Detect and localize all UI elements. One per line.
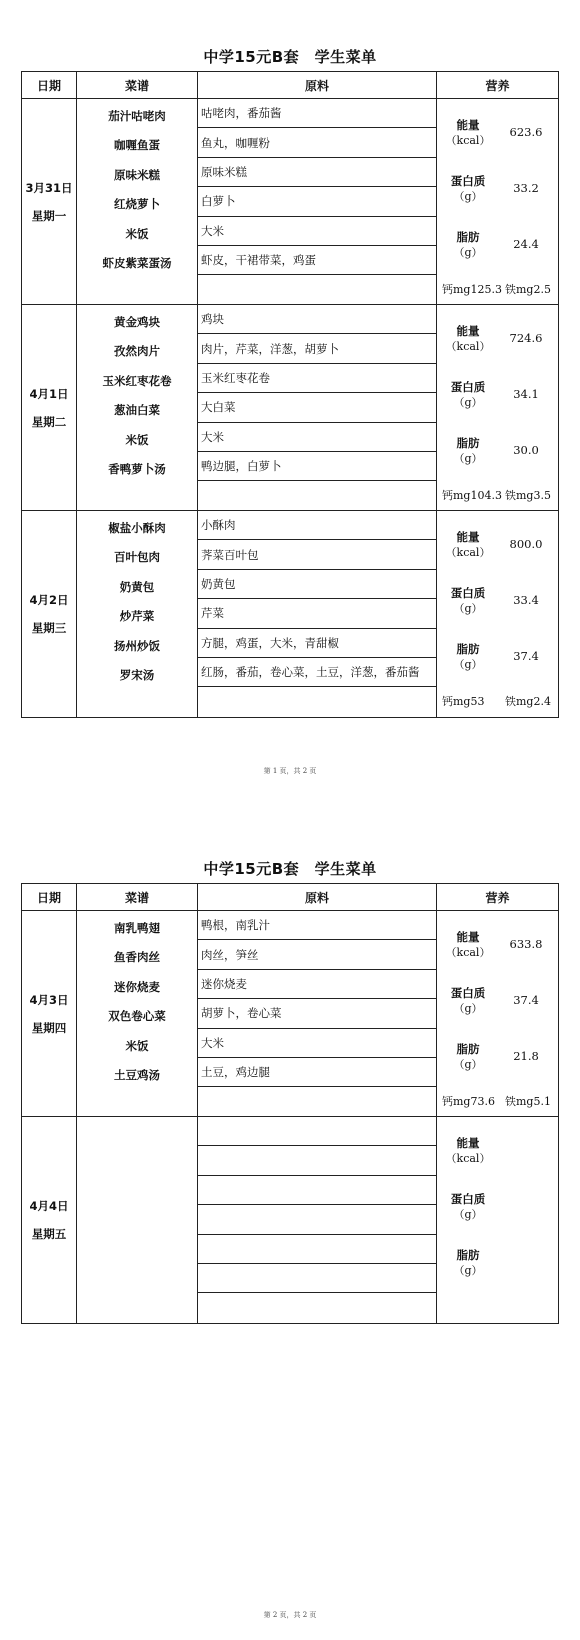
dish-list [77,1117,198,1323]
energy-label: 能量 [456,530,480,544]
dish-name: 土豆鸡汤 [114,1068,160,1083]
ingredient-cell [198,1117,436,1146]
fat-unit: （g） [453,1264,483,1277]
protein-label: 蛋白质 [450,1192,486,1206]
dish-name: 米饭 [125,432,149,447]
weekday-text: 星期一 [31,208,67,223]
protein-value: 34.1 [513,387,539,401]
nutrition-cell [437,911,558,1116]
dish-name [77,1119,197,1149]
dish-name: 炒芹菜 [119,609,155,624]
nutrition-cell [437,99,558,304]
table-header [22,884,558,911]
header-menu: 菜谱 [77,884,198,910]
fat-block [437,1041,558,1081]
energy-block [437,929,558,969]
ingredient-cell: 咕咾肉，番茄酱 [198,99,436,128]
ingredient-list [198,911,437,1116]
menu-title: 中学15元B套 学生菜单 [203,860,377,878]
header-ingredients: 原料 [198,884,437,910]
menu-title: 中学15元B套 学生菜单 [203,48,377,66]
dish-name: 咖喱鱼蛋 [114,138,160,153]
date-text: 4月4日 [29,1199,69,1213]
fat-unit: （g） [453,246,483,259]
ingredient-cell [198,481,436,510]
ingredient-cell: 鸭根，南乳汁 [198,911,436,940]
date-cell [22,511,77,717]
day-row [22,99,558,305]
protein-label: 蛋白质 [450,174,486,188]
energy-block [437,323,558,363]
fat-block [437,229,558,269]
fat-label: 脂肪 [456,1248,480,1262]
ingredient-cell: 白萝卜 [198,187,436,216]
minerals-row [437,487,558,507]
energy-value: 633.8 [509,937,543,951]
dish-name: 红烧萝卜 [114,197,160,212]
dish-name: 玉米红枣花卷 [102,373,172,388]
nutrition-cell [437,1117,558,1323]
energy-label: 能量 [456,930,480,944]
header-date: 日期 [22,72,77,98]
date-cell [22,99,77,304]
energy-label: 能量 [456,118,480,132]
header-nutrition: 营养 [485,78,510,93]
protein-block [437,379,558,419]
dish-name: 虾皮紫菜蛋汤 [102,256,172,271]
protein-unit: （g） [453,1208,483,1221]
fat-label: 脂肪 [456,436,480,450]
dish-name: 葱油白菜 [114,403,160,418]
protein-label: 蛋白质 [450,380,486,394]
calcium-value: 钙mg53 [442,695,485,708]
dish-name: 米饭 [125,1038,149,1053]
protein-block [437,585,558,625]
minerals-row [437,1093,558,1113]
energy-unit: （kcal） [445,946,491,959]
fat-unit: （g） [453,1058,483,1071]
dish-name [77,1149,197,1179]
date-cell [22,1117,77,1323]
table-header [22,72,558,99]
menu-table [21,71,559,718]
nutrition-cell [437,511,558,717]
page-2 [0,820,580,1640]
energy-unit: （kcal） [445,1152,491,1165]
energy-unit: （kcal） [445,546,491,559]
ingredient-cell: 原味米糕 [198,158,436,187]
protein-unit: （g） [453,396,483,409]
ingredient-cell: 虾皮，干裙带菜，鸡蛋 [198,246,436,275]
header-ingredients: 原料 [198,72,437,98]
protein-block [437,985,558,1025]
day-row [22,305,558,511]
nutrition-cell [437,305,558,510]
iron-value: 铁mg5.1 [505,1095,551,1108]
menu-table [21,883,559,1324]
ingredient-list [198,99,437,304]
dish-name: 双色卷心菜 [108,1009,166,1024]
energy-block [437,1135,558,1175]
fat-block [437,435,558,475]
energy-block [437,529,558,569]
dish-name [77,1237,197,1267]
minerals-row [437,281,558,301]
dish-list [77,511,198,717]
calcium-value: 钙mg125.3 [442,283,502,296]
minerals-row [437,1299,558,1319]
dish-list [77,99,198,304]
protein-unit: （g） [453,602,483,615]
ingredient-cell: 玉米红枣花卷 [198,364,436,393]
date-cell [22,911,77,1116]
protein-label: 蛋白质 [450,986,486,1000]
ingredient-list [198,305,437,510]
protein-unit: （g） [453,1002,483,1015]
fat-label: 脂肪 [456,1042,480,1056]
protein-block [437,1191,558,1231]
ingredient-cell: 鱼丸，咖喱粉 [198,128,436,157]
energy-unit: （kcal） [445,340,491,353]
ingredient-cell: 奶黄包 [198,570,436,599]
dish-list [77,305,198,510]
iron-value: 铁mg3.5 [505,489,551,502]
energy-label: 能量 [456,324,480,338]
energy-label: 能量 [456,1136,480,1150]
day-row [22,1117,558,1323]
ingredient-list [198,511,437,717]
weekday-text: 星期五 [31,1227,67,1241]
date-text: 4月1日 [29,386,69,401]
energy-value: 724.6 [509,331,543,345]
date-text: 4月3日 [29,992,69,1007]
ingredient-cell: 大米 [198,423,436,452]
ingredient-cell: 方腿，鸡蛋，大米，青甜椒 [198,629,436,658]
dish-name: 香鸭萝卜汤 [108,462,166,477]
dish-name: 米饭 [125,226,149,241]
fat-unit: （g） [453,658,483,671]
dish-name: 扬州炒饭 [114,638,160,653]
energy-value: 800.0 [509,537,543,551]
fat-value: 24.4 [513,237,539,251]
dish-name: 茄汁咕咾肉 [108,108,166,123]
date-text: 3月31日 [25,180,73,195]
ingredient-cell: 迷你烧麦 [198,970,436,999]
protein-value: 37.4 [513,993,539,1007]
ingredient-cell: 大米 [198,217,436,246]
ingredient-cell: 鸭边腿，白萝卜 [198,452,436,481]
ingredient-cell: 肉片，芹菜，洋葱，胡萝卜 [198,334,436,363]
calcium-value: 钙mg104.3 [442,489,502,502]
ingredient-cell: 芹菜 [198,599,436,628]
day-row [22,511,558,717]
date-cell [22,305,77,510]
dish-name [77,1208,197,1238]
header-nutrition: 营养 [485,890,510,905]
ingredient-cell [198,1146,436,1175]
ingredient-cell: 荠菜百叶包 [198,540,436,569]
dish-name: 原味米糕 [114,167,160,182]
protein-value: 33.2 [513,181,539,195]
energy-value: 623.6 [509,125,543,139]
ingredient-cell [198,1176,436,1205]
energy-block [437,117,558,157]
fat-unit: （g） [453,452,483,465]
dish-name: 罗宋汤 [119,668,155,683]
iron-value: 铁mg2.4 [505,695,551,708]
dish-name: 奶黄包 [119,579,155,594]
energy-unit: （kcal） [445,134,491,147]
page-footer: 第 1 页，共 2 页 [263,767,317,775]
iron-value: 铁mg2.5 [505,283,551,296]
fat-label: 脂肪 [456,642,480,656]
ingredient-cell: 肉丝，笋丝 [198,940,436,969]
ingredient-cell [198,1235,436,1264]
fat-value: 30.0 [513,443,539,457]
ingredient-cell: 红肠，番茄，卷心菜，土豆，洋葱，番茄酱 [198,658,436,687]
fat-block [437,1247,558,1287]
dish-name: 鱼香肉丝 [114,950,160,965]
protein-value: 33.4 [513,593,539,607]
protein-label: 蛋白质 [450,586,486,600]
dish-list [77,911,198,1116]
fat-label: 脂肪 [456,230,480,244]
weekday-text: 星期四 [31,1020,67,1035]
dish-name: 黄金鸡块 [114,314,160,329]
protein-unit: （g） [453,190,483,203]
date-text: 4月2日 [29,593,69,607]
ingredient-cell: 土豆，鸡边腿 [198,1058,436,1087]
ingredient-cell [198,687,436,716]
ingredient-cell: 鸡块 [198,305,436,334]
ingredient-cell [198,1205,436,1234]
ingredient-list [198,1117,437,1323]
ingredient-cell [198,1264,436,1293]
fat-value: 21.8 [513,1049,539,1063]
protein-block [437,173,558,213]
fat-value: 37.4 [513,649,539,663]
day-row [22,911,558,1117]
ingredient-cell: 大米 [198,1029,436,1058]
dish-name: 孜然肉片 [114,344,160,359]
minerals-row [437,693,558,713]
ingredient-cell [198,1087,436,1116]
ingredient-cell: 小酥肉 [198,511,436,540]
dish-name: 南乳鸭翅 [114,920,160,935]
ingredient-cell: 胡萝卜，卷心菜 [198,999,436,1028]
header-date: 日期 [22,884,77,910]
weekday-text: 星期三 [31,621,67,635]
ingredient-cell [198,275,436,304]
dish-name: 迷你烧麦 [114,979,160,994]
dish-name: 百叶包肉 [114,550,160,565]
fat-block [437,641,558,681]
page-footer: 第 2 页，共 2 页 [263,1611,317,1619]
dish-name [77,1267,197,1297]
weekday-text: 星期二 [31,414,67,429]
dish-name: 椒盐小酥肉 [108,520,166,535]
header-menu: 菜谱 [77,72,198,98]
ingredient-cell: 大白菜 [198,393,436,422]
ingredient-cell [198,1293,436,1322]
dish-name [77,1178,197,1208]
calcium-value: 钙mg73.6 [442,1095,495,1108]
